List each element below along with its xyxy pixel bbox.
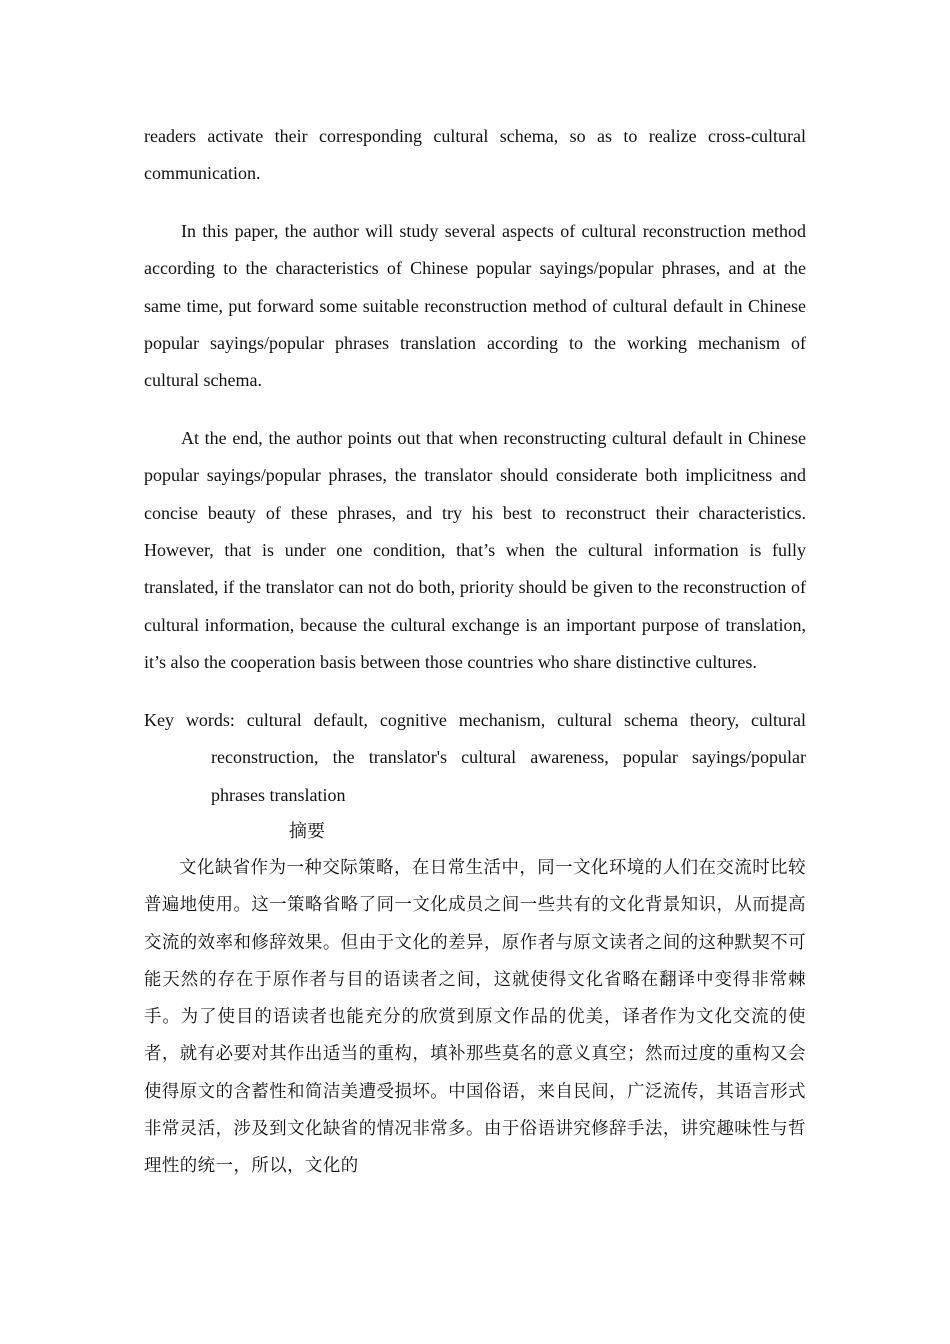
keywords: Key words: cultural default, cognitive mechanism, cultural schema theory, cultural reconstruction, the translator's cultural awareness, popular sayings/popular phrases translation [144, 709, 806, 805]
english-paragraph-3: At the end, the author points out that when reconstructing cultural default in Chinese popular sayings/popular phrases, the translator should considerate both implicitness and concise beauty of these phrases, and try his best to reconstruct their characteristics. However, that is under one condition, that’s when the cultural information is fully translated, if the translator can not do both, priority should be given to the reconstruction of cultural information, because the cultural exchange is an important purpose of translation, it’s also the cooperation basis between those countries who share distinctive cultures. [144, 427, 806, 673]
chinese-abstract-body: 文化缺省作为一种交际策略，在日常生活中，同一文化环境的人们在交流时比较普遍地使用。这一策略省略了同一文化成员之间一些共有的文化背景知识，从而提高交流的效率和修辞效果。但由于文化的差异，原作者与原文读者之间的这种默契不可能天然的存在于原作者与目的语读者之间，这就使得文化省略在翻译中变得非常棘手。为了使目的语读者也能充分的欣赏到原文作品的优美，译者作为文化交流的使者，就有必要对其作出适当的重构，填补那些莫名的意义真空；然而过度的重构又会使得原文的含蓄性和简洁美遭受损坏。中国俗语，来自民间，广泛流传，其语言形式非常灵活，涉及到文化缺省的情况非常多。由于俗语讲究修辞手法，讲究趣味性与哲理性的统一，所以，文化的 [144, 857, 806, 1177]
document-page [144, 118, 806, 1186]
english-paragraph-1: readers activate their corresponding cultural schema, so as to realize cross-cultural communication. [144, 126, 806, 184]
english-paragraph-2: In this paper, the author will study several aspects of cultural reconstruction method according to the characteristics of Chinese popular sayings/popular phrases, and at the same time, put forward some suitable reconstruction method of cultural default in Chinese popular sayings/popular phrases translation according to the working mechanism of cultural schema. [144, 220, 806, 391]
chinese-abstract-title: 摘要 [289, 820, 325, 842]
